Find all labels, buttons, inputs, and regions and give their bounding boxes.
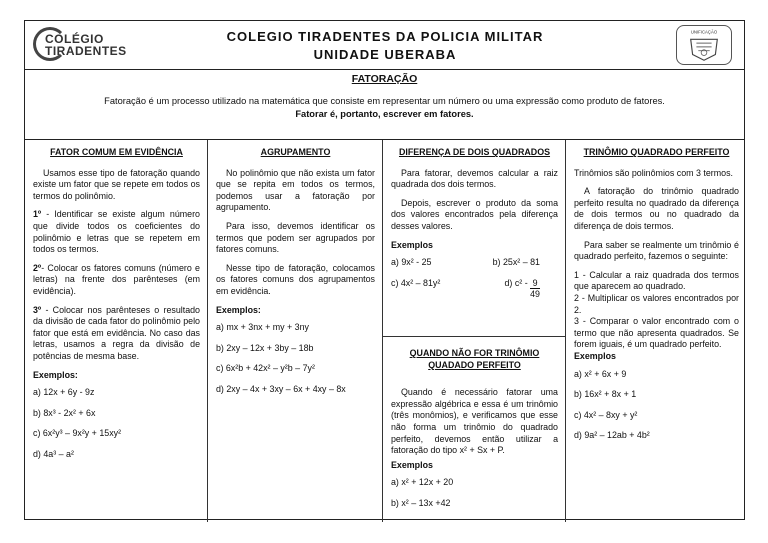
intro-bold: Fatorar é, portanto, escrever em fatores. (295, 109, 474, 119)
step-1 (33, 209, 200, 255)
paragraph: Para saber se realmente um trinômio é quadrado perfeito, fazemos o seguinte: (574, 239, 739, 262)
example-row (391, 257, 558, 269)
step-3 (33, 305, 200, 363)
steps-list (574, 270, 739, 351)
content-columns (25, 139, 744, 522)
paragraph: Quando é necessário fatorar uma expressão algébrica e essa é um trinômio (três monômios), e verificamos que esse não forma um trinômio do quadrado perfeito, devemos então utilizar a fatoração do tipo x² + Sx + P. (391, 387, 558, 456)
example: d) 2xy – 4x + 3xy – 6x + 4xy – 8x (216, 383, 346, 394)
paragraph: No polinômio que não exista um fator que se repita em todos os termos, podemos usar a fatoração por agrupamento. (216, 167, 375, 213)
school-name: COLEGIO TIRADENTES DA POLICIA MILITAR (226, 29, 544, 44)
crest-emblem-icon (676, 25, 732, 65)
school-logo (33, 27, 149, 61)
section-diferenca (383, 140, 565, 337)
example: a) 12x + 6y - 9z (33, 387, 95, 398)
example: b) 2xy – 12x + 3by – 18b (216, 342, 314, 353)
paragraph: Usamos esse tipo de fatoração quando existe um fator que se repete em todos os termos do polinômio. (33, 167, 200, 201)
logo-line1: COLÉGIO (45, 32, 104, 46)
logo-line2: TIRADENTES (45, 44, 127, 58)
column-heading: TRINÔMIO QUADRADO PERFEITO (583, 147, 730, 157)
column-heading: FATOR COMUM EM EVIDÊNCIA (50, 147, 183, 157)
school-unit: UNIDADE UBERABA (313, 47, 457, 62)
header (25, 21, 744, 70)
example: b) x² – 13x +42 (391, 497, 451, 508)
step: 3 - Comparar o valor encontrado com o termo que não apresenta quadrados. Se forem iguais, é um quadrado perfeito. (574, 316, 739, 350)
example: b) 16x² + 8x + 1 (574, 389, 637, 400)
page-title: FATORAÇÃO (351, 73, 418, 85)
fraction (530, 278, 540, 299)
paragraph: A fatoração do trinômio quadrado perfeito resulta no quadrado da diferença de dois termos ou no quadrado da diferença de dois termos. (574, 186, 739, 231)
paragraph: Para isso, devemos identificar os termos que podem ser agrupados por fatores comuns. (216, 220, 375, 255)
column-agrupamento (208, 140, 383, 522)
crest-label: UNIFICAÇÃO (690, 29, 718, 35)
step-text: - Colocar nos parênteses o resultado da divisão de cada fator do polinômio pelo fator que está em evidência. No caso das letras, usamos a regra da divisão de potências de mesma base. (33, 304, 200, 361)
fraction-numerator: 9 (530, 278, 540, 289)
step: 1 - Calcular a raiz quadrada dos termos que aparecem ao quadrado. (574, 269, 739, 292)
paragraph: Depois, escrever o produto da soma dos valores encontrados pela diferença desses valores. (391, 197, 558, 231)
example: b) 8x³ - 2x² + 6x (33, 407, 96, 418)
examples-label: Exemplos (391, 459, 433, 470)
column-fator-comum (25, 140, 208, 522)
intro (25, 95, 744, 121)
paragraph: Nesse tipo de fatoração, colocamos os fatores comuns dos agrupamentos em evidência. (216, 262, 375, 296)
example: c) 6x²y³ – 9x²y + 15xy² (33, 428, 122, 439)
examples-label: Exemplos (574, 350, 616, 361)
example: c) 4x² – 8xy + y² (574, 409, 638, 420)
worksheet-page (24, 20, 745, 520)
column-heading: DIFERENÇA DE DOIS QUADRADOS (398, 147, 551, 157)
intro-text: Fatoração é um processo utilizado na matemática que consiste em representar um número ou uma expressão como produto de fatores. (104, 96, 665, 106)
examples-label: Exemplos: (216, 304, 261, 315)
example: a) x² + 6x + 9 (574, 368, 627, 379)
example: d) 9a² – 12ab + 4b² (574, 430, 650, 441)
example: a) 9x² - 25 (391, 257, 432, 268)
column-heading: AGRUPAMENTO (260, 147, 331, 157)
step-number: 1º (33, 209, 42, 220)
example: a) x² + 12x + 20 (391, 477, 454, 488)
example-prefix: d) c² - (504, 277, 528, 288)
step-number: 2º (33, 262, 42, 273)
examples-label: Exemplos: (33, 369, 78, 380)
example-fraction (504, 278, 540, 299)
step-number: 3º (33, 304, 42, 315)
example: d) 4a³ – a² (33, 448, 74, 459)
paragraph: Trinômios são polinômios com 3 termos. (574, 167, 733, 178)
fraction-denominator: 49 (530, 288, 540, 299)
example: c) 4x² – 81y² (391, 277, 441, 288)
example: a) mx + 3nx + my + 3ny (216, 322, 309, 333)
example: b) 25x² – 81 (492, 257, 540, 268)
step-2 (33, 263, 200, 298)
step: 2 - Multiplicar os valores encontrados por 2. (574, 292, 739, 315)
column-diferenca-quadrados (383, 140, 566, 522)
step-text: - Colocar os fatores comuns (número e letras) na frente dos parênteses (em evidência). (33, 262, 200, 296)
example: c) 6x²b + 42x² – y²b – 7y² (216, 363, 315, 374)
paragraph: Para fatorar, devemos calcular a raiz quadrada dos dois termos. (391, 167, 558, 190)
example-row (391, 278, 558, 299)
section-heading: QUANDO NÃO FOR TRINÔMIO QUADADO PERFEITO (409, 348, 540, 370)
examples-label: Exemplos (391, 239, 433, 250)
section-nao-trinomio (383, 337, 565, 522)
column-trinomio-quadrado (566, 140, 746, 522)
step-text: - Identificar se existe algum número que divide todos os coeficientes do polinômio e letras que se repetem em todos os termos. (33, 209, 200, 255)
